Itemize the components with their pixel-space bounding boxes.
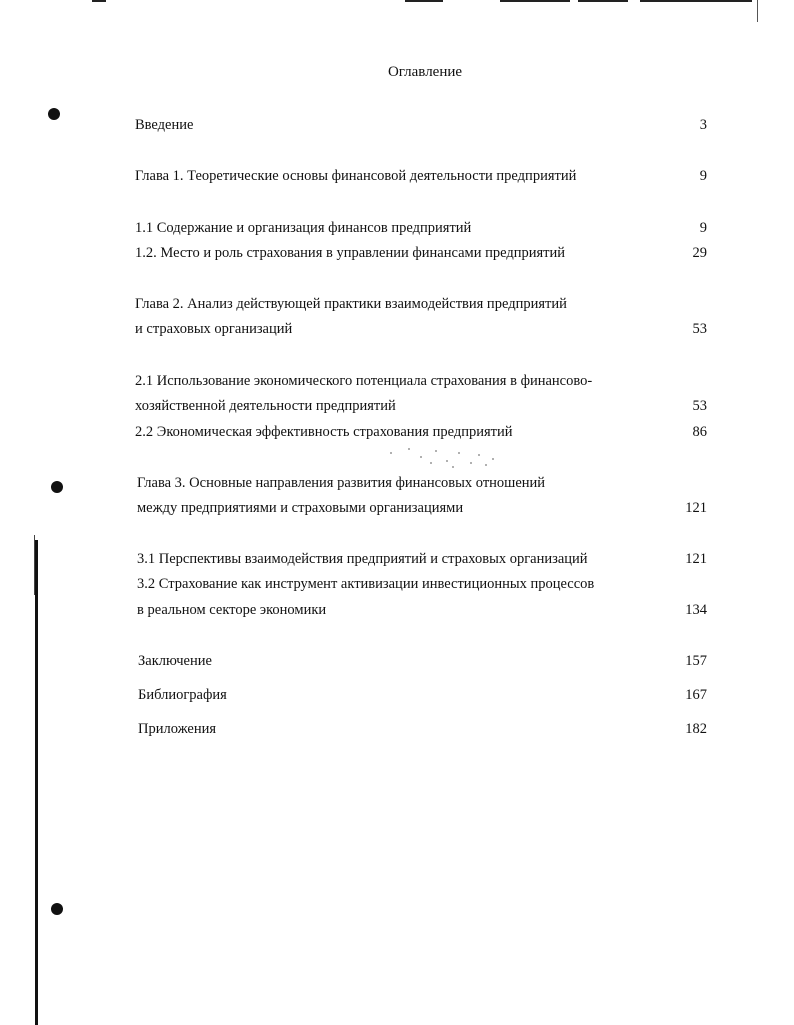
scan-artifact-line xyxy=(578,0,628,2)
toc-entry-text: 2.2 Экономическая эффективность страхования предприятий xyxy=(135,424,513,440)
scan-artifact-line xyxy=(640,0,752,2)
toc-entry-text: 2.1 Использование экономического потенциала страхования в финансово- xyxy=(135,373,593,389)
punch-hole-mark xyxy=(48,108,60,120)
toc-entry-text: Заключение xyxy=(138,653,212,669)
toc-entry-text: и страховых организаций xyxy=(135,321,293,337)
scan-noise xyxy=(380,442,510,472)
toc-entry-text: 3.2 Страхование как инструмент активизации инвестиционных процессов xyxy=(137,576,595,592)
toc-entry-page: 53 xyxy=(692,321,707,337)
toc-entry-page: 86 xyxy=(692,424,707,440)
toc-entry-text: Введение xyxy=(135,117,194,133)
scan-artifact-edge xyxy=(757,0,758,22)
toc-entry-page: 53 xyxy=(692,398,707,414)
page-title: Оглавление xyxy=(387,64,463,80)
toc-entry-text: 3.1 Перспективы взаимодействия предприятий и страховых организаций xyxy=(137,551,588,567)
toc-entry-text: Библиография xyxy=(138,687,227,703)
toc-entry-page: 157 xyxy=(685,653,707,669)
toc-entry-page: 134 xyxy=(685,602,707,618)
scan-artifact-edge xyxy=(34,535,35,595)
scan-artifact-edge xyxy=(35,540,38,1025)
toc-entry-page: 9 xyxy=(699,168,707,184)
toc-entry-text: Глава 1. Теоретические основы финансовой деятельности предприятий xyxy=(135,168,577,184)
toc-entry-page: 167 xyxy=(685,687,707,703)
toc-entry-page: 29 xyxy=(692,245,707,261)
toc-entry-page: 121 xyxy=(685,500,707,516)
toc-entry-text: хозяйственной деятельности предприятий xyxy=(135,398,396,414)
toc-entry-text: между предприятиями и страховыми организациями xyxy=(137,500,464,516)
toc-entry-text: Глава 3. Основные направления развития финансовых отношений xyxy=(137,475,546,491)
punch-hole-mark xyxy=(51,481,63,493)
toc-entry-text: в реальном секторе экономики xyxy=(137,602,327,618)
toc-entry-page: 121 xyxy=(685,551,707,567)
toc-entry-page: 9 xyxy=(699,220,707,236)
toc-entry-text: Приложения xyxy=(138,721,217,737)
scan-artifact-line xyxy=(500,0,570,2)
toc-entry-page: 3 xyxy=(699,117,707,133)
scan-artifact-line xyxy=(405,0,443,2)
toc-entry-text: 1.2. Место и роль страхования в управлении финансами предприятий xyxy=(135,245,566,261)
toc-entry-text: 1.1 Содержание и организация финансов предприятий xyxy=(135,220,472,236)
toc-entry-page: 182 xyxy=(685,721,707,737)
scan-artifact-line xyxy=(92,0,106,2)
toc-entry-text: Глава 2. Анализ действующей практики взаимодействия предприятий xyxy=(135,296,567,312)
punch-hole-mark xyxy=(51,903,63,915)
